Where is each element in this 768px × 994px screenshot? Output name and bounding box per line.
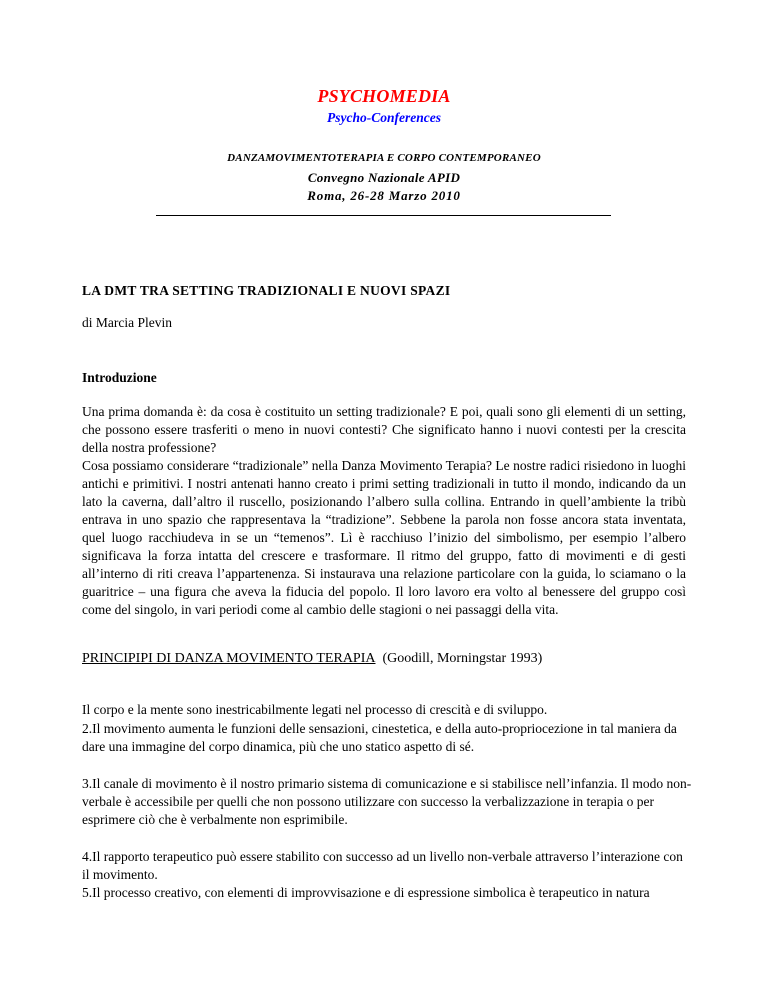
article-title: LA DMT TRA SETTING TRADIZIONALI E NUOVI SPAZI xyxy=(82,283,451,298)
brand-title: PSYCHOMEDIA xyxy=(317,86,451,106)
principle-item: Il corpo e la mente sono inestricabilmente legati nel processo di crescità e di sviluppo. xyxy=(82,702,548,717)
intro-body xyxy=(82,403,686,619)
header-divider xyxy=(156,215,611,216)
intro-paragraph: Una prima domanda è: da cosa è costituito un setting tradizionale? E poi, quali sono gli elementi di un setting, che possono essere trasferiti o meno in nuovi contesti? Che significato hanno i nuovi contesti per la crescita della nostra professione? xyxy=(82,404,686,455)
principles-citation: (Goodill, Morningstar 1993) xyxy=(382,651,543,666)
article-author: di Marcia Plevin xyxy=(82,315,172,330)
principles-heading-text: PRINCIPIPI DI DANZA MOVIMENTO TERAPIA xyxy=(82,651,376,666)
intro-paragraph: Cosa possiamo considerare “tradizionale” nella Danza Movimento Terapia? Le nostre radici risiedono in luoghi antichi e primitivi. I nostri antenati hanno creato i primi setting tradizionali in tutto il mondo, indicando da un lato la caverna, dall’altro il ruscello, posizionando l’albero sulla collina. Entrando in quell’ambiente la tribù entrava in uno spazio che rappresentava la “tradizione”. Sebbene la parola non fosse ancora stata inventata, quel luogo racchiudeva in se un “temenos”. Lì è racchiuso l’inizio del simbolismo, per esempio l’albero significava la forza intatta del crescere e trasformare. Il ritmo del gruppo, fatto di movimenti e di gesti all’interno di riti creava l’appartenenza. Si instaurava una relazione particolare con la guida, lo sciamano o la guaritrice – una figura che aveva la fiducia del popolo. Il loro lavoro era volto al benessere del gruppo così come del singolo, in vari periodi come al cambio delle stagioni o nei passaggi della vita. xyxy=(82,458,686,617)
conference-date: Roma, 26-28 Marzo 2010 xyxy=(307,188,461,203)
conference-title: DANZAMOVIMENTOTERAPIA E CORPO CONTEMPORANEO xyxy=(227,152,541,164)
intro-heading: Introduzione xyxy=(82,370,157,385)
conference-name: Convegno Nazionale APID xyxy=(307,170,461,185)
brand-subtitle: Psycho-Conferences xyxy=(327,110,441,125)
principle-item: 5.Il processo creativo, con elementi di improvvisazione e di espressione simbolica è terapeutico in natura xyxy=(82,885,650,900)
principle-item: 4.Il rapporto terapeutico può essere stabilito con successo ad un livello non-verbale attraverso l’interazione con il movimento. xyxy=(82,849,683,882)
principles-heading xyxy=(82,651,542,667)
principle-item: 3.Il canale di movimento è il nostro primario sistema di comunicazione e si stabilisce nell’infanzia. Il modo non-verbale è accessibile per quelli che non possono utilizzare con successo la verbalizzazione in terapia o per esprimere ciò che è verbalmente non esprimibile. xyxy=(82,776,692,827)
principle-item: 2.Il movimento aumenta le funzioni delle sensazioni, cinestetica, e della auto-propriocezione in tal maniera da dare una immagine del corpo dinamica, più che uno statico aspetto di sé. xyxy=(82,721,677,754)
